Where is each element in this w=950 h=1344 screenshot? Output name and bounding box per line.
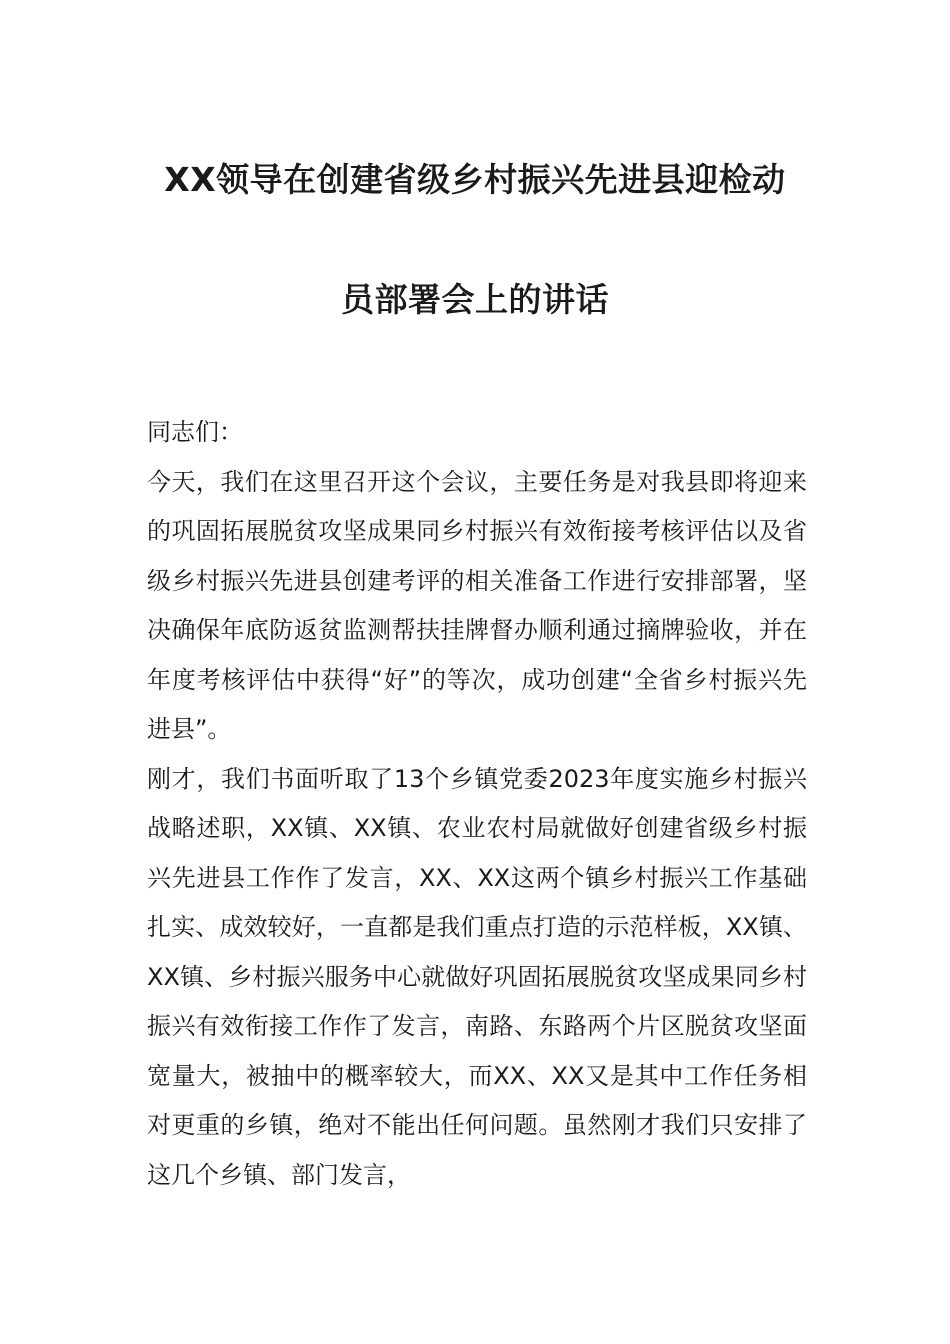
- paragraph: 刚才，我们书面听取了13个乡镇党委2023年度实施乡村振兴战略述职，XX镇、XX镇、农业农村局就做好创建省级乡村振兴先进县工作作了发言，XX、XX这两个镇乡村振兴工作基础扎实、成效较好，一直都是我们重点打造的示范样板，XX镇、XX镇、乡村振兴服务中心就做好巩固拓展脱贫攻坚成果同乡村振兴有效衔接工作作了发言，南路、东路两个片区脱贫攻坚面宽量大，被抽中的概率较大，而XX、XX又是其中工作任务相对更重的乡镇，绝对不能出任何问题。虽然刚才我们只安排了这几个乡镇、部门发言，: [147, 764, 807, 1189]
- document-body: [147, 408, 807, 1200]
- paragraph: 今天，我们在这里召开这个会议，主要任务是对我县即将迎来的巩固拓展脱贫攻坚成果同乡村振兴有效衔接考核评估以及省级乡村振兴先进县创建考评的相关准备工作进行安排部署，坚决确保年底防返贫监测帮扶挂牌督办顺利通过摘牌验收，并在年度考核评估中获得“好”的等次，成功创建“全省乡村振兴先进县”。: [147, 467, 807, 743]
- salutation: 同志们：: [147, 418, 243, 446]
- document-title-line-1: XX领导在创建省级乡村振兴先进县迎检动: [164, 160, 786, 199]
- document-title-line-2: 员部署会上的讲话: [341, 280, 609, 319]
